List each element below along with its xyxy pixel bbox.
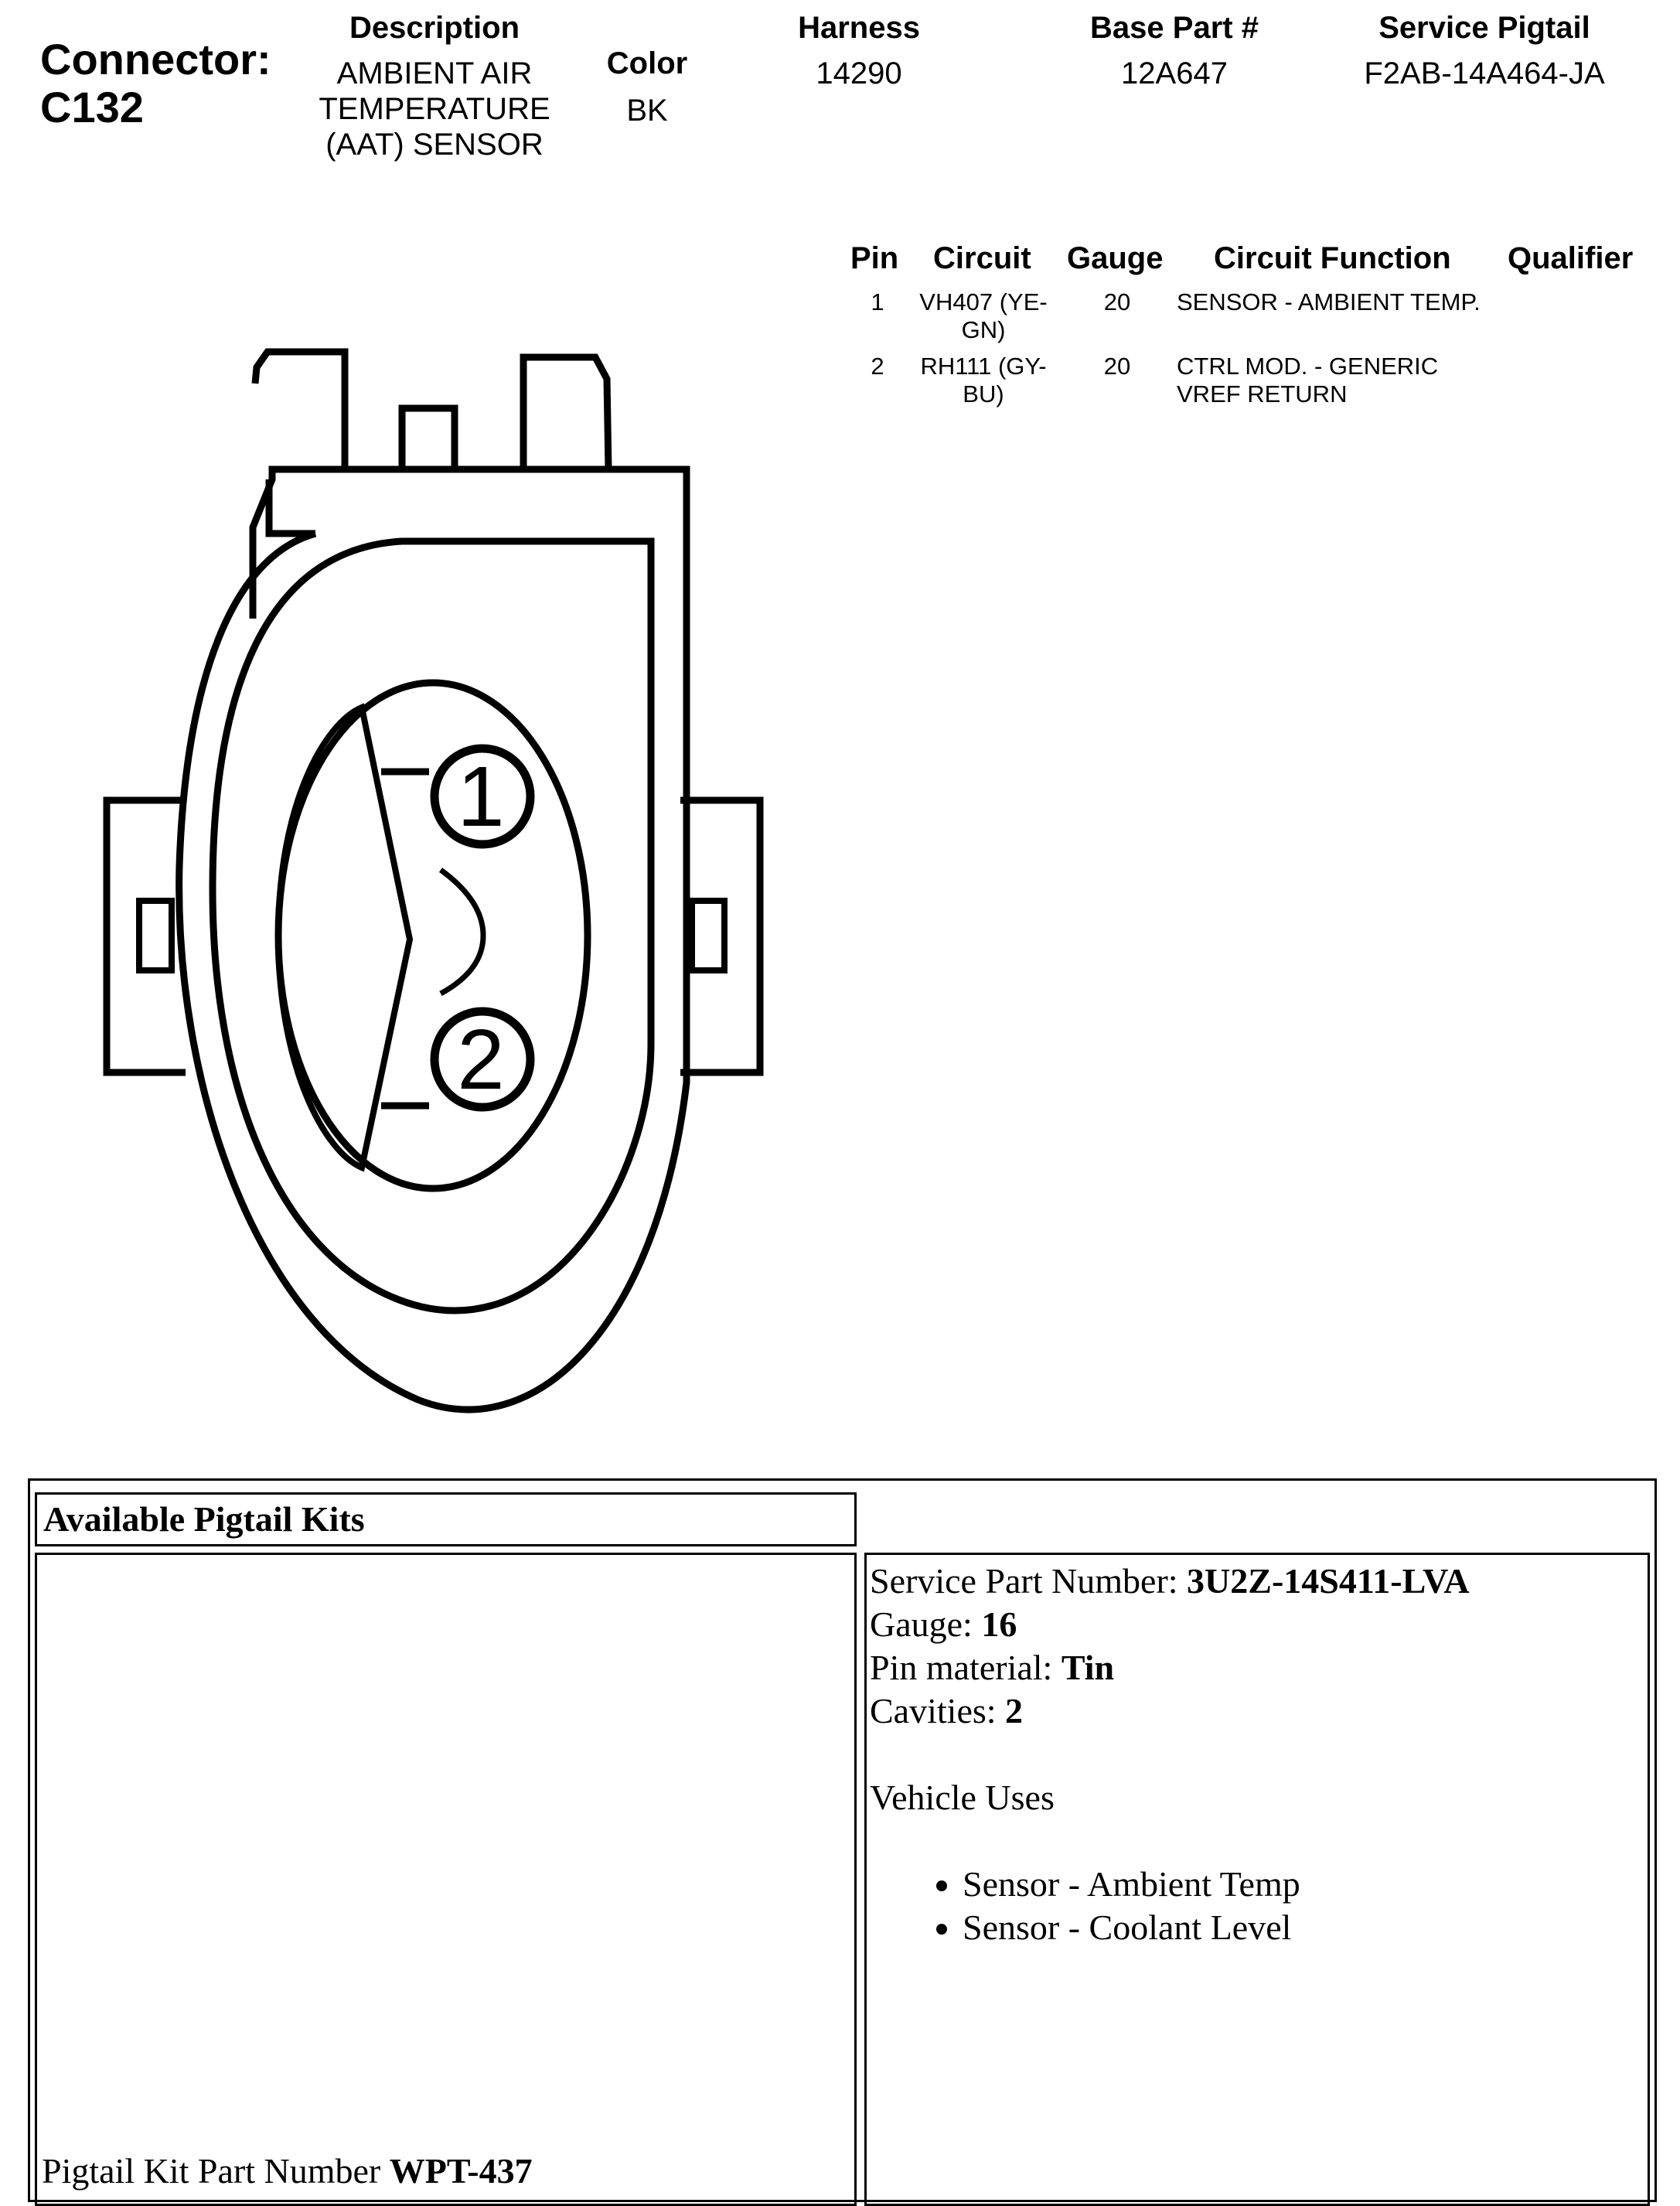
key-chevron xyxy=(278,707,410,1168)
pigtail-kits-title: Available Pigtail Kits xyxy=(43,1499,365,1539)
circuit-col-header: Circuit xyxy=(933,241,1031,275)
pin-number: 2 xyxy=(871,353,884,380)
pin-material-value: Tin xyxy=(1061,1648,1115,1687)
gauge-row xyxy=(870,1603,1648,1646)
description-line: (AAT) SENSOR xyxy=(325,128,544,162)
right-side-tab-notch xyxy=(692,901,724,970)
pigtail-kit-details xyxy=(867,1555,1648,1949)
vehicle-uses-heading: Vehicle Uses xyxy=(870,1778,1055,1817)
gauge-value: 16 xyxy=(981,1604,1017,1644)
connector-id: C132 xyxy=(40,83,144,131)
pigtail-kit-image-cell xyxy=(35,1553,857,2206)
service-part-value: 3U2Z-14S411-LVA xyxy=(1187,1561,1470,1601)
top-left-ledge xyxy=(269,479,315,534)
base-part-value: 12A647 xyxy=(1121,56,1228,90)
circuit-function-cell xyxy=(1177,353,1438,408)
gauge-cell: 20 xyxy=(1103,288,1131,315)
pin-bridge xyxy=(441,870,483,994)
description-line: AMBIENT AIR xyxy=(336,56,533,90)
gauge-cell: 20 xyxy=(1103,353,1131,380)
pin1-label: 1 xyxy=(457,749,505,844)
pin-col-header: Pin xyxy=(850,241,899,275)
function-line: SENSOR - AMBIENT TEMP. xyxy=(1177,288,1481,315)
description-value xyxy=(280,56,589,162)
qualifier-col-header: Qualifier xyxy=(1508,241,1634,275)
circuit-function-cell xyxy=(1177,288,1481,316)
circuit-line: RH111 (GY- xyxy=(920,353,1047,380)
color-header: Color xyxy=(606,46,688,80)
description-header: Description xyxy=(349,11,520,45)
left-side-tab-notch xyxy=(139,901,172,970)
harness-value: 14290 xyxy=(816,56,902,90)
function-line: CTRL MOD. - GENERIC xyxy=(1177,353,1439,380)
circuit-function-col-header: Circuit Function xyxy=(1214,241,1451,275)
pigtail-kits-title-cell xyxy=(35,1492,857,1546)
pin-material-row xyxy=(870,1646,1648,1689)
pin-material-label: Pin material: xyxy=(870,1648,1062,1687)
outer-shell xyxy=(179,534,687,1410)
cavities-label: Cavities: xyxy=(870,1691,1006,1730)
pin-number: 1 xyxy=(871,288,884,315)
kit-part-value: WPT-437 xyxy=(389,2151,533,2191)
cavities-value: 2 xyxy=(1005,1691,1024,1730)
kit-part-label: Pigtail Kit Part Number xyxy=(42,2151,390,2191)
service-part-label: Service Part Number: xyxy=(870,1561,1188,1601)
cavities-row xyxy=(870,1689,1648,1733)
service-part-number xyxy=(870,1560,1648,1603)
harness-header: Harness xyxy=(798,11,920,45)
service-pigtail-value: F2AB-14A464-JA xyxy=(1364,56,1605,90)
color-value: BK xyxy=(626,94,668,128)
center-tab xyxy=(402,408,455,469)
function-line: VREF RETURN xyxy=(1177,380,1348,407)
circuit-line: VH407 (YE- xyxy=(919,288,1048,315)
circuit-line: BU) xyxy=(963,380,1004,407)
gauge-col-header: Gauge xyxy=(1067,241,1164,275)
face-ellipse xyxy=(278,683,588,1188)
upper-right-tab xyxy=(523,357,608,469)
kit-part-number xyxy=(42,2151,533,2191)
connector-label: Connector: xyxy=(40,35,271,84)
circuit-cell xyxy=(906,353,1061,408)
pigtail-kit-details-cell xyxy=(864,1553,1650,2206)
vehicle-use-item: • Sensor - Ambient Temp xyxy=(963,1863,1648,1906)
upper-left-tab xyxy=(255,352,345,469)
circuit-line: GN) xyxy=(961,316,1006,343)
gauge-label: Gauge: xyxy=(870,1604,982,1644)
pin2-label: 2 xyxy=(457,1012,505,1107)
connector-face-diagram xyxy=(0,309,820,1438)
vehicle-use-item: • Sensor - Coolant Level xyxy=(963,1906,1648,1949)
base-part-header: Base Part # xyxy=(1090,11,1259,45)
vehicle-uses-list xyxy=(870,1863,1648,1949)
circuit-cell xyxy=(906,288,1061,344)
description-line: TEMPERATURE xyxy=(319,92,550,126)
service-pigtail-header: Service Pigtail xyxy=(1378,11,1590,45)
